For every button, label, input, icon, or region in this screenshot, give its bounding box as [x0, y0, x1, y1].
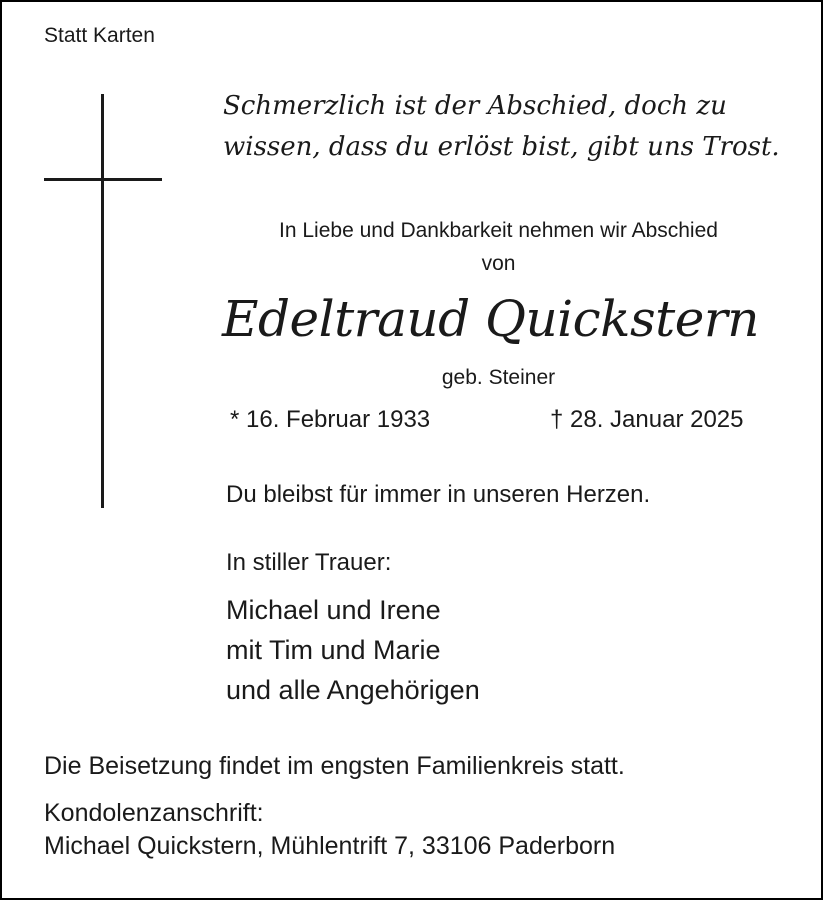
mourner-line: Michael und Irene	[226, 595, 441, 625]
condolence-address: Michael Quickstern, Mühlentrift 7, 33106 Paderborn	[44, 832, 616, 860]
condolence-label: Kondolenzanschrift:	[44, 799, 264, 827]
funeral-note: Die Beisetzung findet im engsten Familienkreis statt.	[44, 752, 625, 780]
maiden-name: geb. Steiner	[441, 366, 556, 389]
intro-line-2: von	[481, 252, 516, 275]
header-note: Statt Karten	[44, 24, 155, 47]
motto-line-1: Schmerzlich ist der Abschied, doch zu	[223, 91, 727, 121]
motto	[223, 86, 780, 168]
cross-vertical-bar	[101, 94, 104, 508]
condolence-block	[44, 797, 615, 863]
deceased-name: Edeltraud Quickstern	[222, 290, 759, 348]
intro-line-1: In Liebe und Dankbarkeit nehmen wir Abschied	[279, 219, 718, 242]
mourning-label: In stiller Trauer:	[226, 549, 392, 576]
cross-horizontal-bar	[44, 178, 162, 181]
mourners-list	[226, 590, 480, 710]
death-date: † 28. Januar 2025	[550, 406, 744, 433]
motto-line-2: wissen, dass du erlöst bist, gibt uns Trost.	[223, 132, 780, 162]
mourner-line: und alle Angehörigen	[226, 675, 480, 705]
memory-line: Du bleibst für immer in unseren Herzen.	[226, 481, 651, 508]
mourner-line: mit Tim und Marie	[226, 635, 441, 665]
intro	[226, 214, 771, 280]
birth-date: * 16. Februar 1933	[230, 406, 431, 433]
